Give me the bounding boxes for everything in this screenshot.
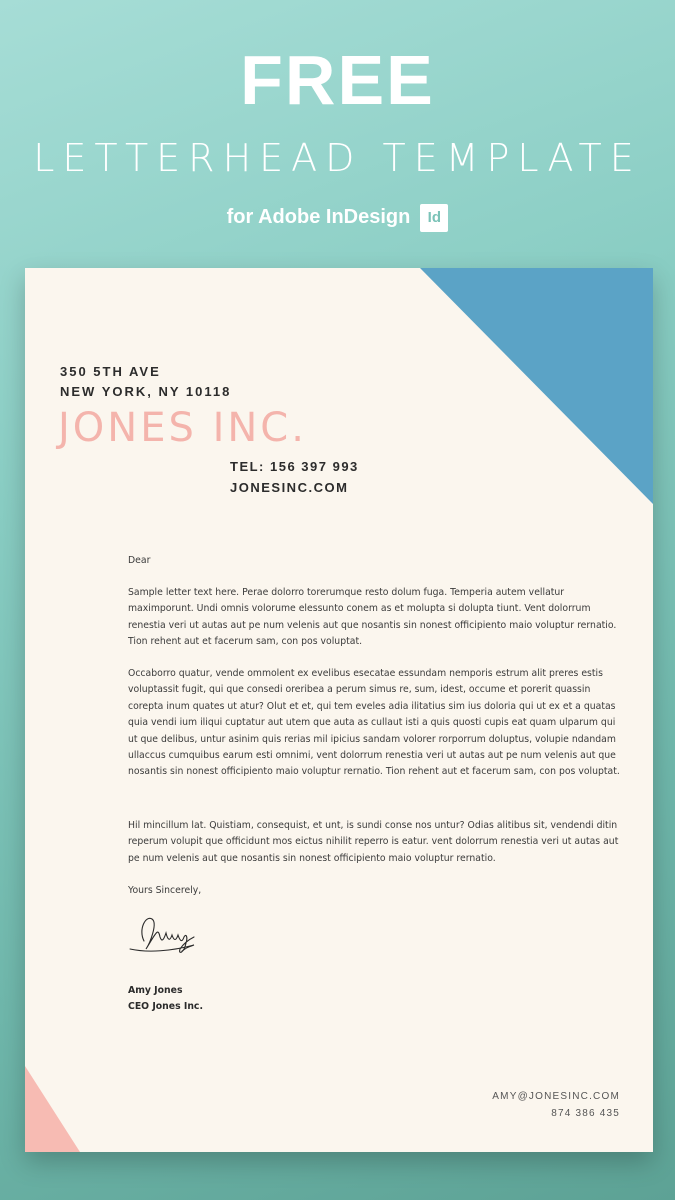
letterhead-page xyxy=(25,268,653,1152)
company-name: JONES INC. xyxy=(58,405,307,451)
promo-header xyxy=(0,0,675,260)
indesign-icon: Id xyxy=(420,204,448,232)
signer-block xyxy=(128,983,203,1015)
footer-phone: 874 386 435 xyxy=(551,1108,620,1119)
blue-corner-triangle xyxy=(420,268,653,504)
promo-title: FREE xyxy=(240,41,435,119)
signature-image xyxy=(128,903,218,963)
signer-title: CEO Jones Inc. xyxy=(128,1001,203,1012)
company-address xyxy=(60,362,231,402)
promo-subtitle: LETTERHEAD TEMPLATE xyxy=(33,136,642,180)
letter-paragraph: Occaborro quatur, vende ommolent ex evelibus esecatae essundam nemporis estrum alit preres estis voluptassit fugit, qui que consedi oreribea a perum simus re, sum, idest, occume et porerit quassin corepta inum quates ut atur? Olut et et, qui tem eveles adia ilitatius sim ius doloria qui ut ex et a quatas quia vendi ium iliqui cuptatur aut utem que auta as cullaut isti a quis quosti cupis eat quam ulparum qui ut que delibus, untur asinim quis rerias mil ipicius sandam volorer rorporrum doluptus, volupie ndandam ullaccus cumquibus earum esti omnimi, vent dolorrum renestia veri ut autas aut pe num velenis aut que nosantis sin nonest officipiento maio voluptur rernatio. Tion rehent aut et facerum sam, con pos voluptat. xyxy=(128,668,620,778)
footer-contact xyxy=(492,1088,620,1122)
pink-corner-triangle xyxy=(25,1066,80,1152)
address-line-2: NEW YORK, NY 10118 xyxy=(60,384,232,399)
closing: Yours Sincerely, xyxy=(128,885,202,896)
salutation: Dear xyxy=(128,555,151,566)
letter-paragraph: Sample letter text here. Perae dolorro torerumque resto dolum fuga. Temperia autem vellatur maximporunt. Undi omnis volorume elessunto conem as et molupta si dolupta tiunt. Vent dolorrum renestia veri ut autas aut pe num velenis aut que nosantis sin nonest officipiento maio voluptur rernatio. Tion rehent aut et facerum sam, con pos voluptat. xyxy=(128,587,617,648)
address-line-1: 350 5TH AVE xyxy=(60,364,161,379)
letter-paragraph: Hil mincillum lat. Quistiam, consequist, et unt, is sundi conse nos untur? Odias alitibus sit, vendendi ditin reperum volupit que officidunt mos eictus nihilit reperro is eatur. vent dolorrum renestia veri ut autas aut pe num velenis aut que nosantis sin nonest officipiento maio voluptur rernatio. xyxy=(128,820,619,864)
signer-name: Amy Jones xyxy=(128,985,183,996)
tagline-text: for Adobe InDesign xyxy=(226,206,411,228)
footer-email: AMY@JONESINC.COM xyxy=(492,1091,620,1102)
company-contact xyxy=(230,456,359,498)
promo-tagline xyxy=(0,202,675,232)
website: JONESINC.COM xyxy=(230,480,349,495)
telephone: TEL: 156 397 993 xyxy=(230,459,359,474)
